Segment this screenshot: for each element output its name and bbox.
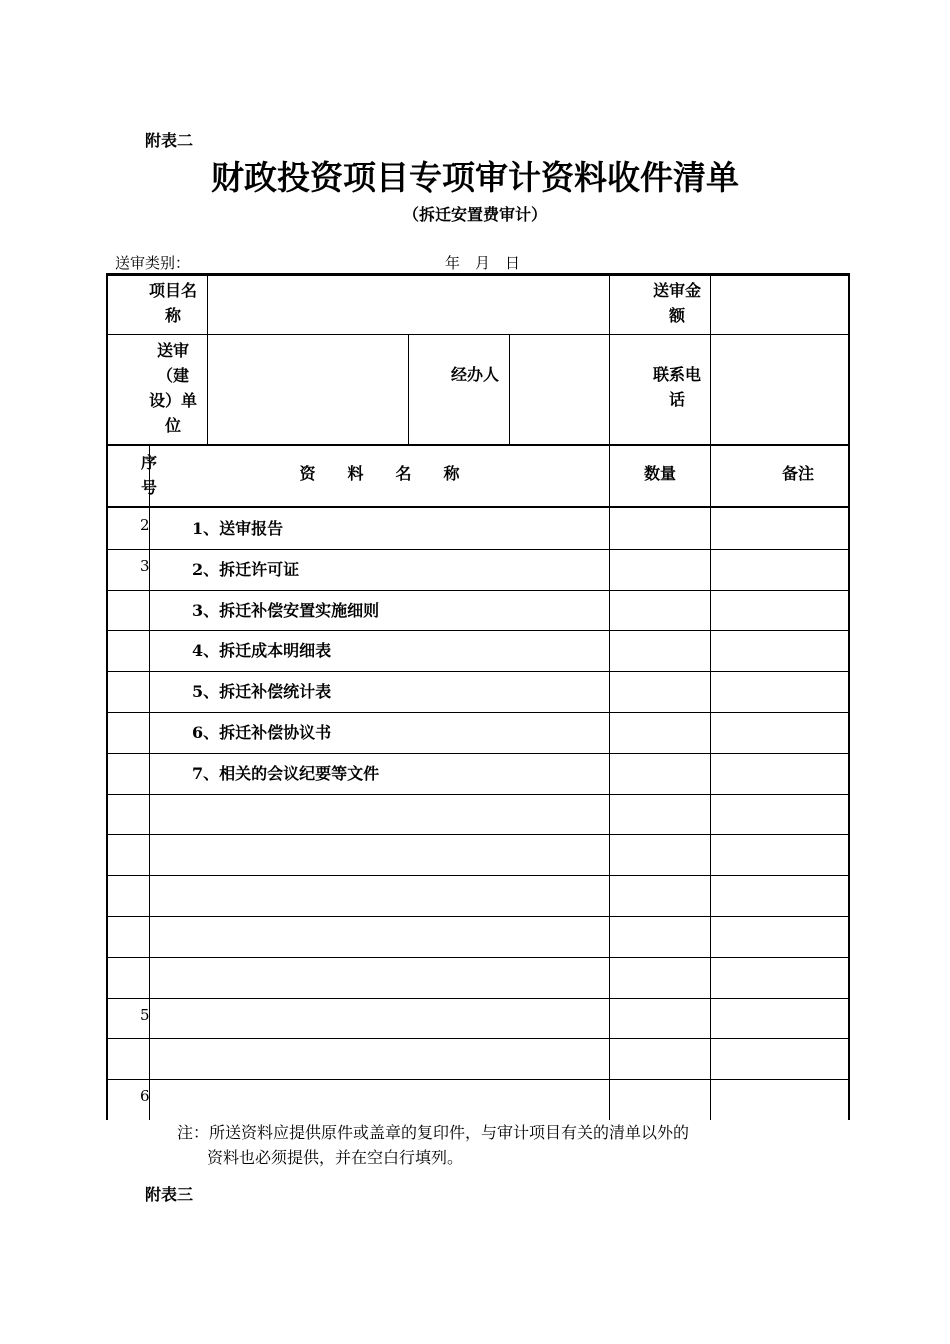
submit-category-label: 送审类别： xyxy=(115,254,191,272)
header-quantity: 数量 xyxy=(643,464,676,483)
row-material-name: 3、拆迁补偿安置实施细则 xyxy=(192,601,380,620)
checklist-table xyxy=(106,273,850,1120)
header-handler: 经办人 xyxy=(450,365,499,384)
row-material-name: 6、拆迁补偿协议书 xyxy=(192,723,332,742)
header-contact-phone: 联系电话 xyxy=(652,365,701,409)
row-seq: 3 xyxy=(140,557,150,575)
row-seq: 6 xyxy=(140,1087,150,1105)
header-project-name: 项目名称 xyxy=(148,281,197,325)
appendix-label-bottom: 附表三 xyxy=(145,1185,194,1204)
date-label: 年 月 日 xyxy=(445,254,521,272)
row-material-name: 4、拆迁成本明细表 xyxy=(192,641,332,660)
header-material-name: 资 料 名 称 xyxy=(299,464,460,483)
row-seq: 2 xyxy=(140,516,150,534)
header-submit-amount: 送审金额 xyxy=(652,281,701,325)
header-remarks: 备注 xyxy=(781,464,814,483)
appendix-label-top: 附表二 xyxy=(145,131,194,150)
document-title: 财政投资项目专项审计资料收件清单 xyxy=(211,158,739,197)
document-subtitle: （拆迁安置费审计） xyxy=(402,205,547,224)
row-seq: 5 xyxy=(140,1006,150,1024)
header-seq: 序号 xyxy=(140,453,157,497)
note-line-1: 注：所送资料应提供原件或盖章的复印件，与审计项目有关的清单以外的 xyxy=(177,1123,690,1142)
note-line-2: 资料也必须提供，并在空白行填列。 xyxy=(207,1148,464,1167)
header-submit-unit: 送审（建设）单位 xyxy=(148,341,197,435)
row-material-name: 7、相关的会议纪要等文件 xyxy=(192,764,380,783)
row-material-name: 1、送审报告 xyxy=(192,519,284,538)
row-material-name: 2、拆迁许可证 xyxy=(192,560,300,579)
row-material-name: 5、拆迁补偿统计表 xyxy=(192,682,332,701)
